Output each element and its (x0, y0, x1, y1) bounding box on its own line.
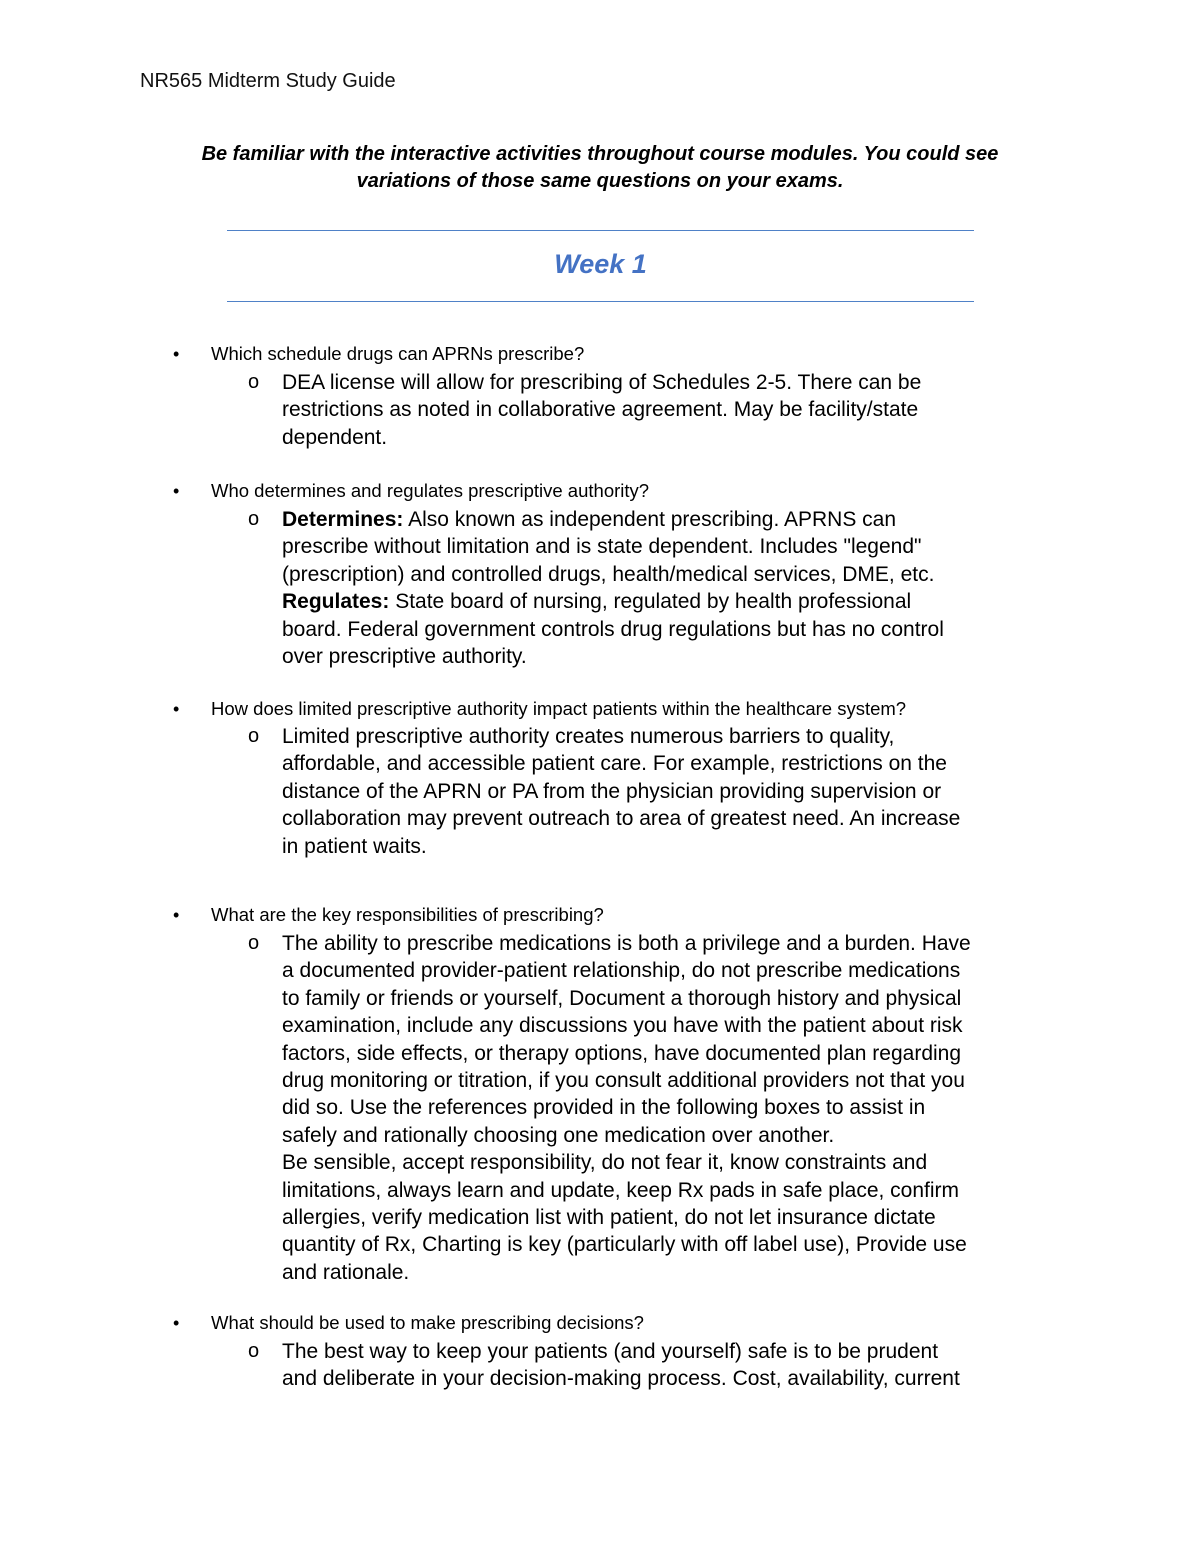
answer-line: over prescriptive authority. (282, 645, 527, 669)
intro-line-2: variations of those same questions on your exams. (356, 170, 844, 192)
bullet-icon: • (173, 1313, 180, 1333)
question-text: How does limited prescriptive authority impact patients within the healthcare system? (211, 698, 907, 719)
answer-line: (prescription) and controlled drugs, health/medical services, DME, etc. (282, 562, 935, 586)
answer-line: DEA license will allow for prescribing of Schedules 2-5. There can be (282, 371, 922, 394)
answer-line: board. Federal government controls drug regulations but has no control (282, 617, 944, 641)
answer-line: affordable, and accessible patient care. For example, restrictions on the (282, 752, 947, 776)
answer-line: limitations, always learn and update, keep Rx pads in safe place, confirm (282, 1178, 960, 1202)
intro-line-1: Be familiar with the interactive activities throughout course modules. You could see (201, 143, 999, 165)
bullet-icon: • (173, 481, 180, 501)
question-text: What are the key responsibilities of prescribing? (211, 904, 604, 925)
sub-bullet-icon: o (248, 371, 260, 393)
bullet-icon: • (173, 905, 180, 925)
sub-bullet-icon: o (248, 508, 260, 530)
answer-line: Be sensible, accept responsibility, do not fear it, know constraints and (282, 1151, 928, 1175)
sub-bullet-icon: o (248, 725, 260, 747)
week-divider-top (227, 230, 974, 231)
answer-line: allergies, verify medication list with patient, do not let insurance dictate (282, 1206, 936, 1230)
answer-line: Limited prescriptive authority creates numerous barriers to quality, (282, 725, 895, 748)
determines-text: Also known as independent prescribing. APRNS can (403, 508, 897, 531)
sub-bullet-icon: o (248, 932, 260, 954)
regulates-text: State board of nursing, regulated by health professional (389, 590, 912, 614)
answer-line: prescribe without limitation and is state dependent. Includes "legend" (282, 535, 922, 559)
answer-line: restrictions as noted in collaborative agreement. May be facility/state (282, 398, 919, 422)
answer-line: quantity of Rx, Charting is key (particularly with off label use), Provide use (282, 1233, 967, 1257)
answer-text (282, 369, 1062, 451)
answer-line: safely and rationally choosing one medication over another. (282, 1123, 835, 1147)
answer-line: factors, side effects, or therapy options, have documented plan regarding (282, 1041, 962, 1065)
answer-line: The best way to keep your patients (and yourself) safe is to be prudent (282, 1340, 939, 1363)
answer-line: in patient waits. (282, 834, 427, 858)
question-text: What should be used to make prescribing decisions? (211, 1312, 644, 1333)
bullet-icon: • (173, 344, 180, 364)
question-text: Which schedule drugs can APRNs prescribe? (211, 343, 585, 364)
answer-line: dependent. (282, 425, 388, 449)
bullet-icon: • (173, 699, 180, 719)
answer-line: The ability to prescribe medications is both a privilege and a burden. Have (282, 932, 971, 955)
answer-line: drug monitoring or titration, if you consult additional providers not that you (282, 1069, 965, 1093)
sub-bullet-icon: o (248, 1340, 260, 1362)
answer-line: did so. Use the references provided in the following boxes to assist in (282, 1096, 926, 1120)
week-heading: Week 1 (554, 249, 647, 279)
answer-text (282, 723, 1062, 860)
answer-text (282, 930, 1062, 1286)
regulates-label: Regulates: (282, 590, 390, 614)
document-header-title: NR565 Midterm Study Guide (140, 70, 396, 92)
answer-line: and deliberate in your decision-making process. Cost, availability, current (282, 1367, 960, 1391)
answer-text (282, 1338, 1062, 1393)
answer-line: distance of the APRN or PA from the physician providing supervision or (282, 779, 942, 803)
answer-text (282, 506, 1062, 670)
question-text: Who determines and regulates prescriptive authority? (211, 480, 650, 501)
answer-line (282, 588, 1062, 615)
answer-line: a documented provider-patient relationship, do not prescribe medications (282, 959, 961, 983)
determines-label: Determines: (282, 508, 404, 531)
answer-line: collaboration may prevent outreach to area of greatest need. An increase (282, 807, 961, 831)
week-divider-bottom (227, 301, 974, 302)
answer-line (282, 506, 1062, 533)
answer-line: and rationale. (282, 1260, 410, 1284)
answer-line: examination, include any discussions you have with the patient about risk (282, 1014, 963, 1038)
intro-instructions (150, 141, 1050, 195)
answer-line: to family or friends or yourself, Document a thorough history and physical (282, 986, 962, 1010)
